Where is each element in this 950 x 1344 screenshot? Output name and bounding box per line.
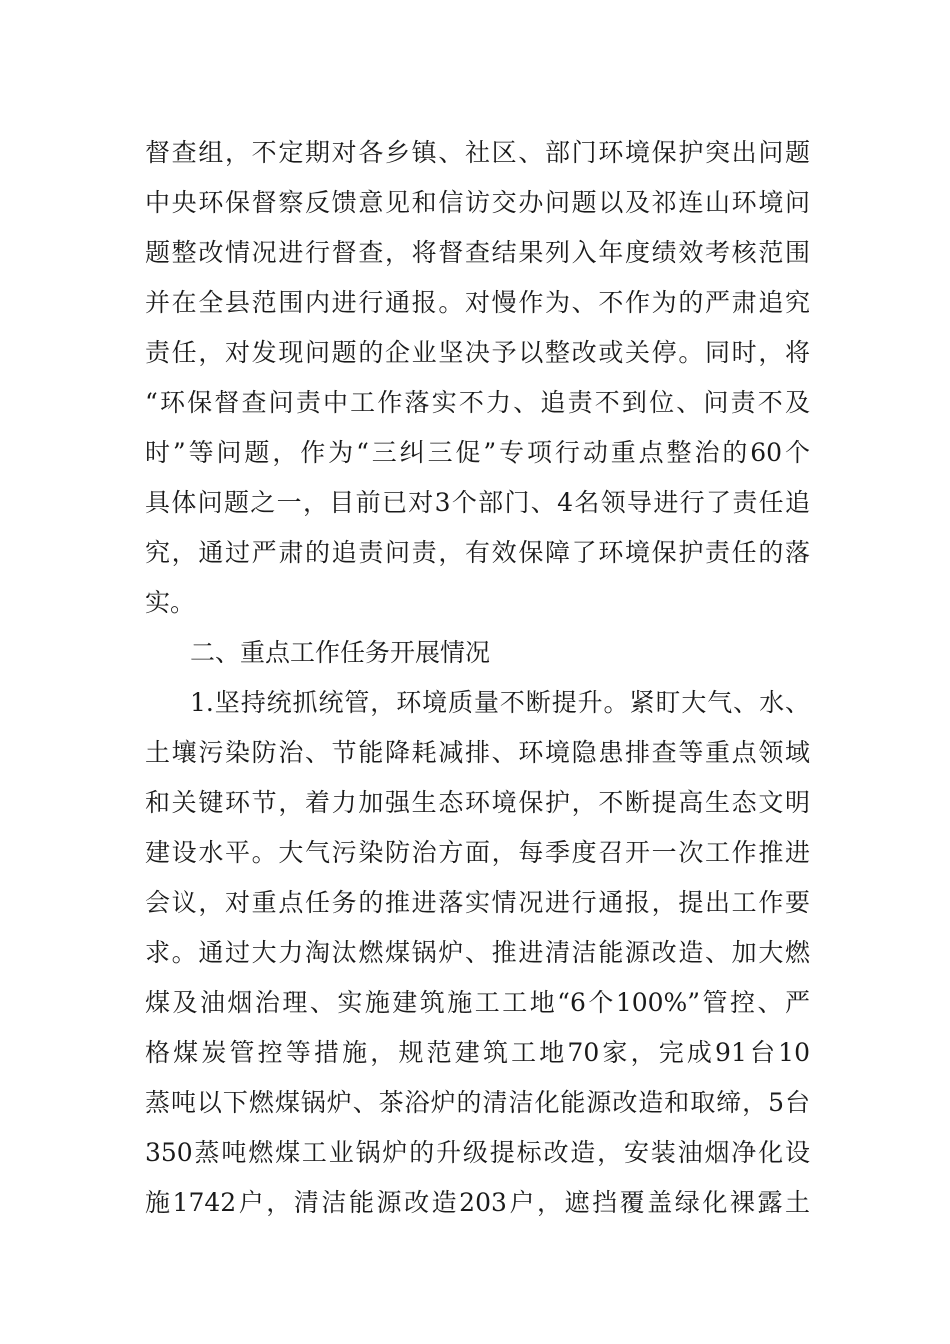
paragraph-line: 并在全县范围内进行通报。对慢作为、不作为的严肃追究 xyxy=(145,288,810,317)
paragraph-line: 究，通过严肃的追责问责，有效保障了环境保护责任的落 xyxy=(145,538,810,567)
paragraph-line: 责任，对发现问题的企业坚决予以整改或关停。同时，将 xyxy=(145,338,810,367)
paragraph-line: 具体问题之一，目前已对3个部门、4名领导进行了责任追 xyxy=(145,488,810,517)
paragraph-line: “环保督查问责中工作落实不力、追责不到位、问责不及 xyxy=(145,388,810,417)
paragraph-line: 建设水平。大气污染防治方面，每季度召开一次工作推进 xyxy=(145,838,810,867)
paragraph-line: 督查组，不定期对各乡镇、社区、部门环境保护突出问题 xyxy=(145,138,810,167)
paragraph-line: 求。通过大力淘汰燃煤锅炉、推进清洁能源改造、加大燃 xyxy=(145,938,810,967)
paragraph-line: 350蒸吨燃煤工业锅炉的升级提标改造，安装油烟净化设 xyxy=(145,1138,810,1167)
paragraph-first-line: 1.坚持统抓统管，环境质量不断提升。紧盯大气、水、 xyxy=(190,688,810,717)
document-body xyxy=(145,128,810,1228)
paragraph-line: 施1742户，清洁能源改造203户，遮挡覆盖绿化裸露土 xyxy=(145,1188,810,1217)
paragraph-line: 煤及油烟治理、实施建筑施工工地“6个100%”管控、严 xyxy=(145,988,810,1017)
section-heading: 二、重点工作任务开展情况 xyxy=(190,638,491,667)
paragraph-line: 会议，对重点任务的推进落实情况进行通报，提出工作要 xyxy=(145,888,810,917)
paragraph-line: 格煤炭管控等措施，规范建筑工地70家，完成91台10 xyxy=(145,1038,810,1067)
paragraph-line: 中央环保督察反馈意见和信访交办问题以及祁连山环境问 xyxy=(145,188,810,217)
paragraph-line: 题整改情况进行督查，将督查结果列入年度绩效考核范围 xyxy=(145,238,810,267)
paragraph-line-last: 实。 xyxy=(145,588,196,617)
paragraph-line: 土壤污染防治、节能降耗减排、环境隐患排查等重点领域 xyxy=(145,738,810,767)
paragraph-line: 蒸吨以下燃煤锅炉、茶浴炉的清洁化能源改造和取缔，5台 xyxy=(145,1088,810,1117)
paragraph-line: 时”等问题，作为“三纠三促”专项行动重点整治的60个 xyxy=(145,438,810,467)
paragraph-line: 和关键环节，着力加强生态环境保护，不断提高生态文明 xyxy=(145,788,810,817)
